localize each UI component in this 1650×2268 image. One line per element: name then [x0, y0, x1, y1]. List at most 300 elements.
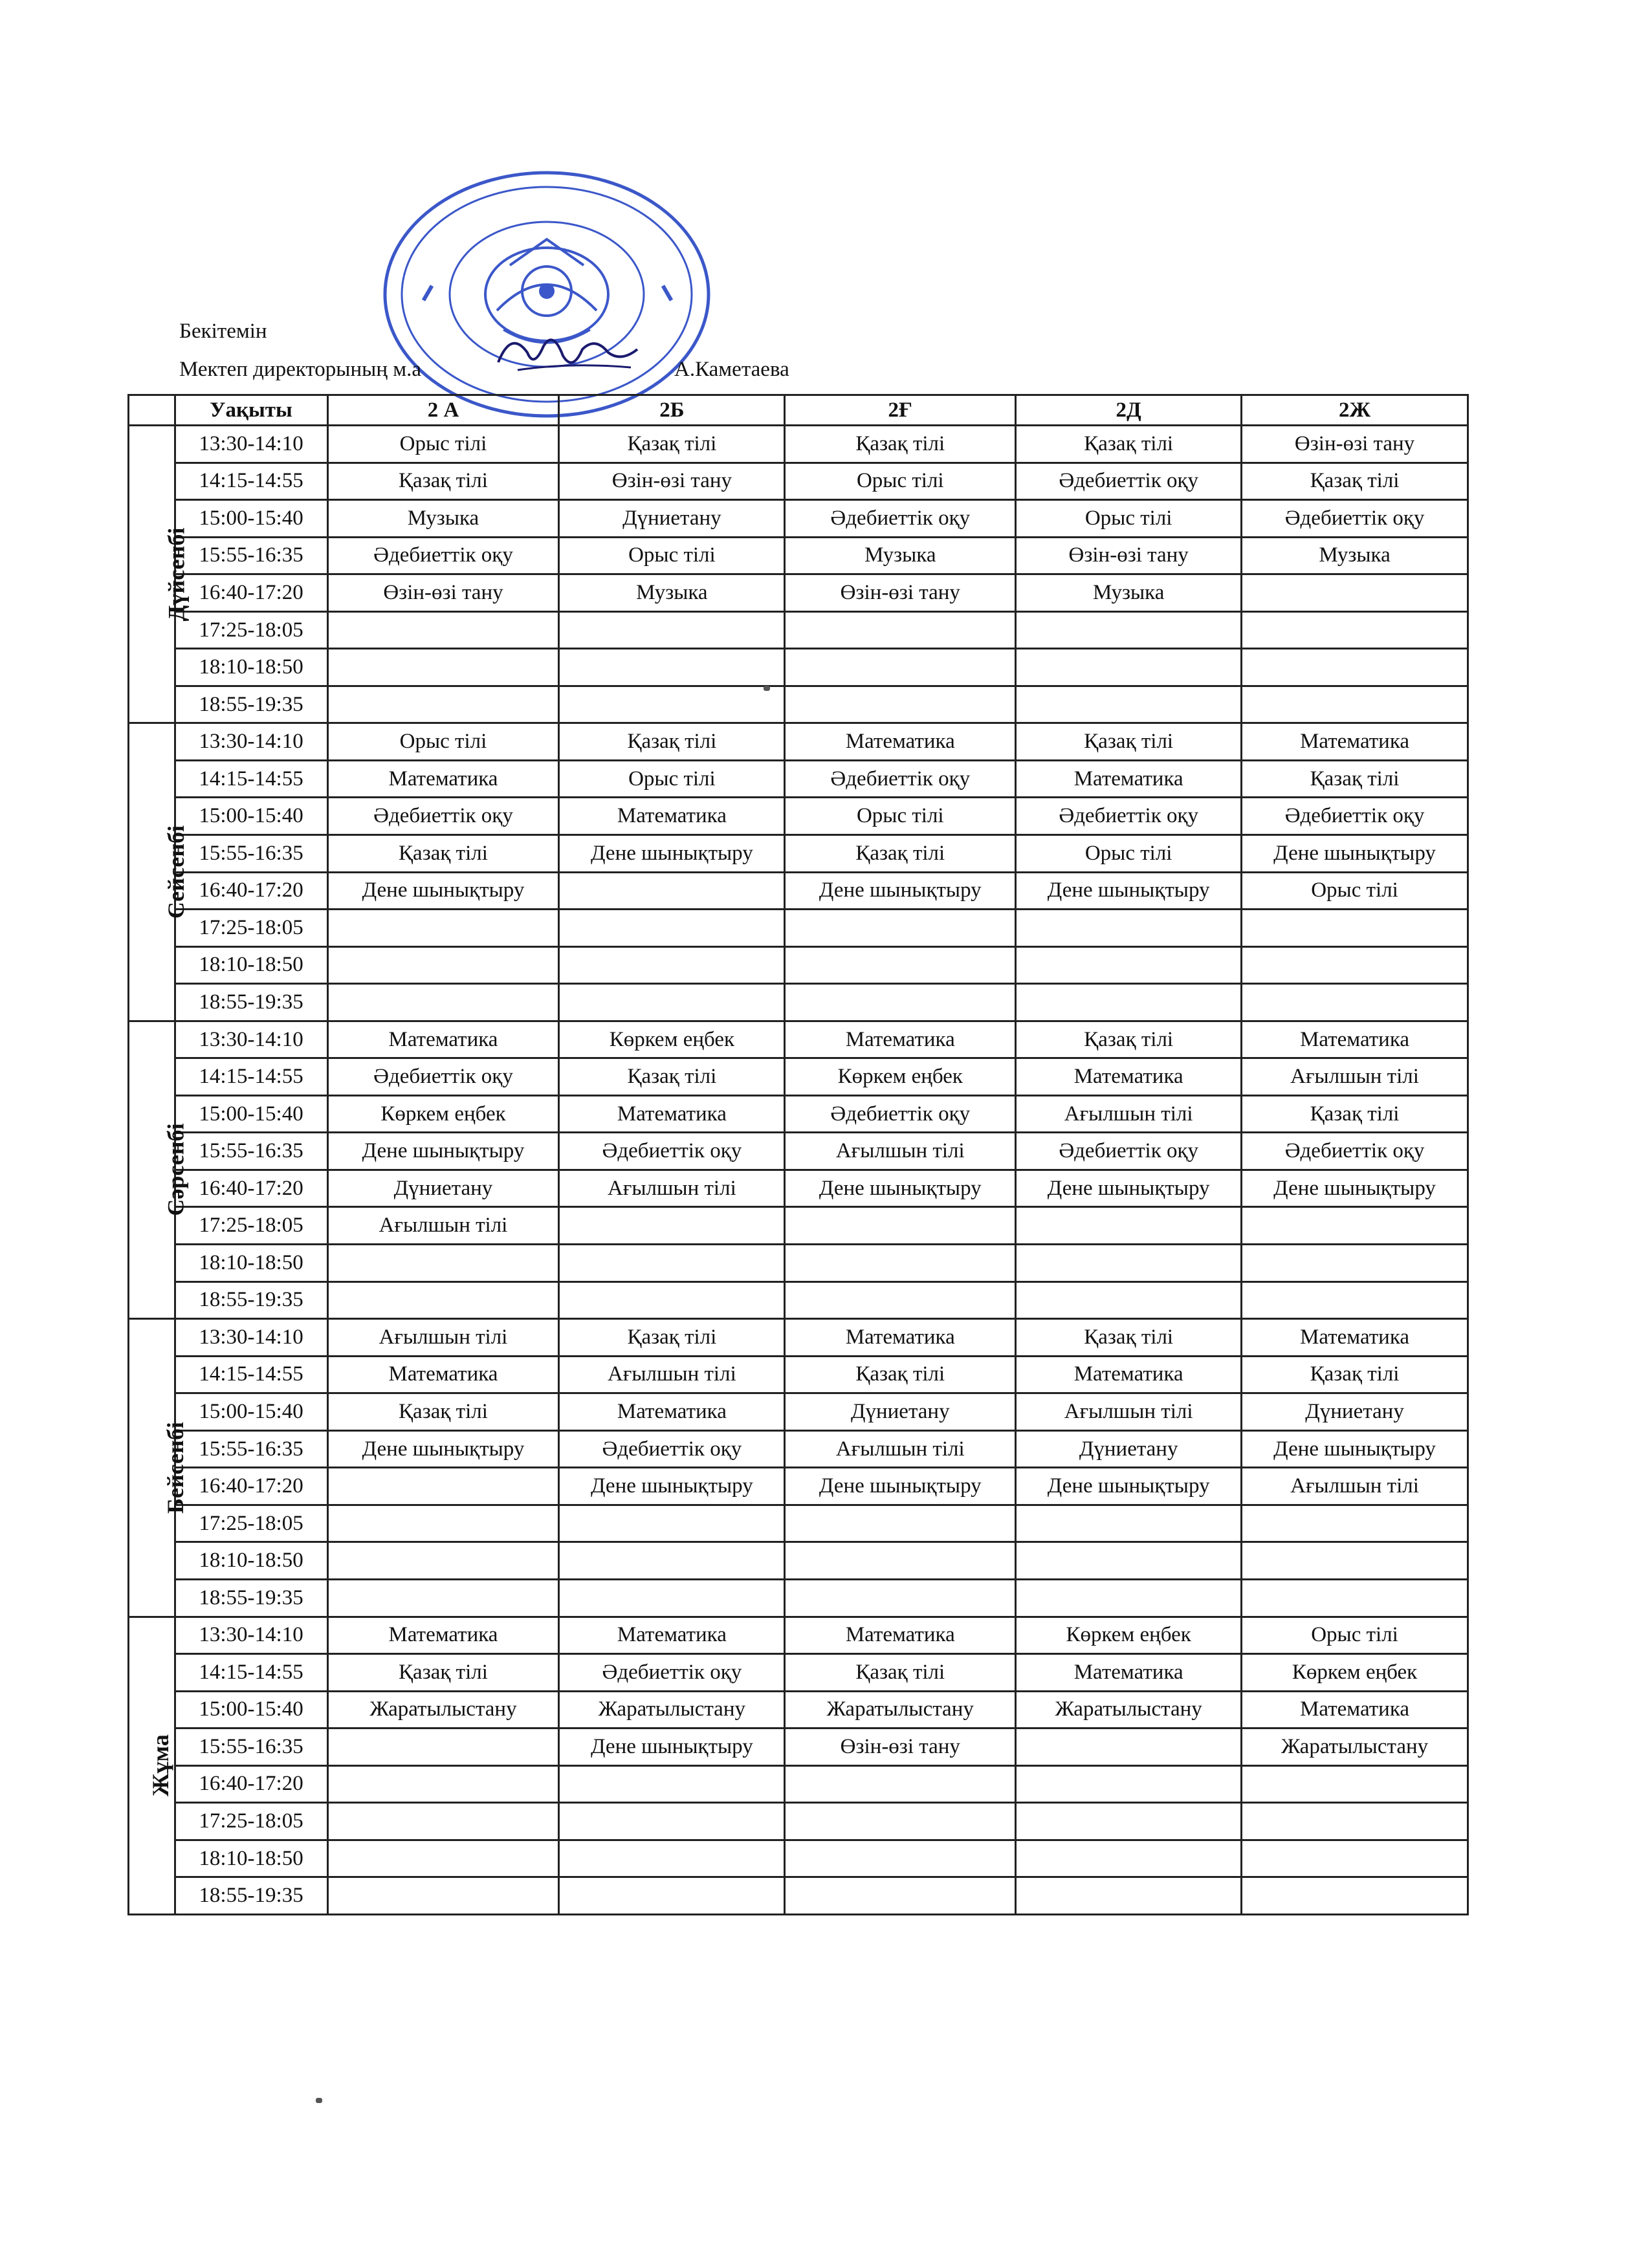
- subject-cell: Қазақ тілі: [785, 1654, 1016, 1692]
- subject-cell: [1016, 984, 1242, 1021]
- subject-cell: Жаратылыстану: [1016, 1691, 1242, 1728]
- subject-cell: [1242, 686, 1468, 723]
- signature: [492, 323, 641, 382]
- table-row: [129, 1281, 1468, 1319]
- subject-cell: Математика: [559, 1393, 785, 1431]
- subject-cell: Орыс тілі: [327, 723, 559, 761]
- subject-cell: [327, 1840, 559, 1877]
- subject-cell: Қазақ тілі: [1016, 1021, 1242, 1058]
- subject-cell: Қазақ тілі: [785, 835, 1016, 873]
- subject-cell: Орыс тілі: [1016, 835, 1242, 873]
- subject-cell: Қазақ тілі: [785, 1356, 1016, 1393]
- subject-cell: [1242, 1840, 1468, 1877]
- day-cell: [129, 1617, 175, 1914]
- table-row: [129, 1840, 1468, 1877]
- time-cell: 14:15-14:55: [175, 1654, 327, 1692]
- official-stamp: [380, 168, 714, 420]
- subject-cell: Қазақ тілі: [327, 1393, 559, 1431]
- subject-cell: [327, 1765, 559, 1803]
- subject-cell: Математика: [785, 1319, 1016, 1357]
- table-row: [129, 1095, 1468, 1133]
- subject-cell: [1242, 611, 1468, 649]
- day-cell: [129, 723, 190, 1021]
- subject-cell: Орыс тілі: [1242, 872, 1468, 910]
- subject-cell: Көркем еңбек: [1242, 1654, 1468, 1692]
- table-row: [129, 910, 1468, 947]
- subject-cell: [785, 686, 1016, 723]
- subject-cell: Ағылшын тілі: [785, 1133, 1016, 1170]
- subject-cell: Көркем еңбек: [1016, 1617, 1242, 1654]
- day-label: Сейсенбі: [163, 825, 190, 919]
- subject-cell: [1242, 1877, 1468, 1915]
- subject-cell: [1242, 1803, 1468, 1840]
- table-row: [129, 611, 1468, 649]
- time-cell: 13:30-14:10: [175, 1021, 327, 1058]
- day-cell: [129, 1319, 188, 1617]
- subject-cell: [1016, 1803, 1242, 1840]
- subject-cell: [1016, 1765, 1242, 1803]
- subject-cell: [327, 1468, 559, 1505]
- time-cell: 15:55-16:35: [175, 537, 327, 574]
- subject-cell: Дене шынықтыру: [1016, 1170, 1242, 1207]
- subject-cell: [327, 1877, 559, 1915]
- subject-cell: [559, 1579, 785, 1617]
- subject-cell: Өзін-өзі тану: [559, 463, 785, 500]
- subject-cell: [1016, 1840, 1242, 1877]
- time-cell: 13:30-14:10: [175, 1617, 327, 1654]
- subject-cell: Дене шынықтыру: [327, 1430, 559, 1468]
- subject-cell: [785, 1765, 1016, 1803]
- subject-cell: [1242, 1207, 1468, 1245]
- subject-cell: [785, 1877, 1016, 1915]
- subject-cell: Дене шынықтыру: [1016, 1468, 1242, 1505]
- subject-cell: Математика: [1242, 1021, 1468, 1058]
- subject-cell: [1016, 1728, 1242, 1766]
- time-cell: 13:30-14:10: [175, 723, 327, 761]
- table-row: [129, 760, 1468, 798]
- time-cell: 15:00-15:40: [175, 1095, 327, 1133]
- subject-cell: Дене шынықтыру: [559, 1468, 785, 1505]
- subject-cell: [559, 1765, 785, 1803]
- subject-cell: Дүниетану: [1242, 1393, 1468, 1431]
- subject-cell: [1242, 910, 1468, 947]
- subject-cell: [785, 1803, 1016, 1840]
- time-cell: 15:00-15:40: [175, 500, 327, 538]
- time-cell: 18:55-19:35: [175, 686, 327, 723]
- header-class: 2 А: [327, 395, 559, 426]
- subject-cell: Ағылшын тілі: [785, 1430, 1016, 1468]
- subject-cell: Әдебиеттік оқу: [327, 798, 559, 835]
- subject-cell: [1016, 1542, 1242, 1580]
- subject-cell: Музыка: [1016, 574, 1242, 612]
- table-row: [129, 1579, 1468, 1617]
- subject-cell: [327, 686, 559, 723]
- table-row: [129, 686, 1468, 723]
- subject-cell: [559, 1840, 785, 1877]
- subject-cell: [1016, 686, 1242, 723]
- subject-cell: Қазақ тілі: [559, 426, 785, 463]
- subject-cell: [327, 910, 559, 947]
- table-row: [129, 1765, 1468, 1803]
- subject-cell: Математика: [1016, 1654, 1242, 1692]
- subject-cell: Математика: [559, 798, 785, 835]
- subject-cell: Орыс тілі: [559, 537, 785, 574]
- time-cell: 15:55-16:35: [175, 1430, 327, 1468]
- subject-cell: Орыс тілі: [1016, 500, 1242, 538]
- subject-cell: [785, 611, 1016, 649]
- subject-cell: [785, 1281, 1016, 1319]
- table-row: [129, 1430, 1468, 1468]
- subject-cell: Ағылшын тілі: [559, 1356, 785, 1393]
- approval-title: Бекітемін: [179, 320, 267, 343]
- table-row: [129, 1691, 1468, 1728]
- subject-cell: [559, 1207, 785, 1245]
- table-row: [129, 426, 1468, 463]
- table-row: [129, 1356, 1468, 1393]
- subject-cell: Жаратылыстану: [327, 1691, 559, 1728]
- subject-cell: Қазақ тілі: [327, 463, 559, 500]
- approval-position-line: [179, 358, 789, 396]
- subject-cell: [785, 1579, 1016, 1617]
- subject-cell: Дене шынықтыру: [785, 1170, 1016, 1207]
- subject-cell: Қазақ тілі: [785, 426, 1016, 463]
- subject-cell: [1242, 1542, 1468, 1580]
- subject-cell: [1242, 946, 1468, 984]
- subject-cell: Дүниетану: [327, 1170, 559, 1207]
- time-cell: 16:40-17:20: [175, 1170, 327, 1207]
- subject-cell: Жаратылыстану: [785, 1691, 1016, 1728]
- time-cell: 18:10-18:50: [175, 1840, 327, 1877]
- time-cell: 15:00-15:40: [175, 1691, 327, 1728]
- subject-cell: [559, 611, 785, 649]
- table-row: [129, 500, 1468, 538]
- time-cell: 15:55-16:35: [175, 835, 327, 873]
- table-row: [129, 1617, 1468, 1654]
- subject-cell: [785, 1542, 1016, 1580]
- subject-cell: Дүниетану: [785, 1393, 1016, 1431]
- subject-cell: [559, 1803, 785, 1840]
- subject-cell: [559, 872, 785, 910]
- subject-cell: Әдебиеттік оқу: [785, 1095, 1016, 1133]
- subject-cell: Математика: [785, 723, 1016, 761]
- subject-cell: [327, 946, 559, 984]
- header-class: 2Д: [1016, 395, 1242, 426]
- subject-cell: [1016, 1505, 1242, 1542]
- approval-block: [179, 320, 789, 396]
- subject-cell: [1016, 649, 1242, 686]
- subject-cell: Ағылшын тілі: [1242, 1058, 1468, 1096]
- approval-signer-name: А.Каметаева: [674, 358, 789, 381]
- header-class: 2Б: [559, 395, 785, 426]
- subject-cell: Қазақ тілі: [559, 723, 785, 761]
- subject-cell: Жаратылыстану: [559, 1691, 785, 1728]
- subject-cell: Ағылшын тілі: [1016, 1393, 1242, 1431]
- time-cell: 18:55-19:35: [175, 1877, 327, 1915]
- subject-cell: Математика: [559, 1095, 785, 1133]
- table-row: [129, 798, 1468, 835]
- time-cell: 16:40-17:20: [175, 574, 327, 612]
- subject-cell: Көркем еңбек: [785, 1058, 1016, 1096]
- subject-cell: [785, 1245, 1016, 1282]
- subject-cell: Музыка: [327, 500, 559, 538]
- schedule-body: [129, 426, 1468, 1915]
- subject-cell: [1242, 1281, 1468, 1319]
- day-cell: [129, 1021, 189, 1318]
- subject-cell: Музыка: [559, 574, 785, 612]
- subject-cell: Музыка: [785, 537, 1016, 574]
- subject-cell: Математика: [327, 760, 559, 798]
- time-cell: 15:55-16:35: [175, 1728, 327, 1766]
- subject-cell: Қазақ тілі: [1016, 1319, 1242, 1357]
- subject-cell: Орыс тілі: [559, 760, 785, 798]
- subject-cell: Музыка: [1242, 537, 1468, 574]
- subject-cell: Математика: [559, 1617, 785, 1654]
- subject-cell: Әдебиеттік оқу: [1242, 500, 1468, 538]
- table-row: [129, 1207, 1468, 1245]
- time-cell: 16:40-17:20: [175, 1765, 327, 1803]
- subject-cell: Математика: [327, 1617, 559, 1654]
- subject-cell: Математика: [1016, 1356, 1242, 1393]
- table-row: [129, 649, 1468, 686]
- header-class: 2Ж: [1242, 395, 1468, 426]
- subject-cell: [327, 1245, 559, 1282]
- subject-cell: [559, 1505, 785, 1542]
- subject-cell: Дене шынықтыру: [327, 872, 559, 910]
- table-row: [129, 1393, 1468, 1431]
- subject-cell: Қазақ тілі: [1242, 1356, 1468, 1393]
- subject-cell: Математика: [785, 1021, 1016, 1058]
- time-cell: 14:15-14:55: [175, 760, 327, 798]
- subject-cell: [1016, 1207, 1242, 1245]
- time-cell: 17:25-18:05: [175, 1207, 327, 1245]
- subject-cell: Әдебиеттік оқу: [559, 1430, 785, 1468]
- subject-cell: [1016, 1579, 1242, 1617]
- subject-cell: Әдебиеттік оқу: [785, 500, 1016, 538]
- subject-cell: Дене шынықтыру: [1242, 835, 1468, 873]
- subject-cell: [1242, 1579, 1468, 1617]
- subject-cell: Өзін-өзі тану: [1016, 537, 1242, 574]
- subject-cell: [1016, 1245, 1242, 1282]
- schedule-table: [127, 394, 1469, 1915]
- time-cell: 18:10-18:50: [175, 1245, 327, 1282]
- subject-cell: Әдебиеттік оқу: [785, 760, 1016, 798]
- subject-cell: Әдебиеттік оқу: [1016, 1133, 1242, 1170]
- subject-cell: Математика: [327, 1021, 559, 1058]
- table-row: [129, 1468, 1468, 1505]
- time-cell: 17:25-18:05: [175, 611, 327, 649]
- subject-cell: [327, 1728, 559, 1766]
- subject-cell: Қазақ тілі: [559, 1058, 785, 1096]
- subject-cell: [1242, 1245, 1468, 1282]
- table-row: [129, 1654, 1468, 1692]
- subject-cell: Әдебиеттік оқу: [327, 537, 559, 574]
- time-cell: 17:25-18:05: [175, 1803, 327, 1840]
- subject-cell: [1016, 1877, 1242, 1915]
- table-row: [129, 1021, 1468, 1058]
- subject-cell: Әдебиеттік оқу: [1016, 798, 1242, 835]
- subject-cell: [785, 1505, 1016, 1542]
- subject-cell: [785, 946, 1016, 984]
- table-header-row: [129, 395, 1468, 426]
- subject-cell: Дүниетану: [1016, 1430, 1242, 1468]
- subject-cell: Көркем еңбек: [327, 1095, 559, 1133]
- subject-cell: Өзін-өзі тану: [1242, 426, 1468, 463]
- subject-cell: Дене шынықтыру: [327, 1133, 559, 1170]
- subject-cell: Математика: [1242, 1691, 1468, 1728]
- subject-cell: Әдебиеттік оқу: [559, 1133, 785, 1170]
- time-cell: 18:10-18:50: [175, 946, 327, 984]
- subject-cell: Қазақ тілі: [1242, 463, 1468, 500]
- subject-cell: [327, 1579, 559, 1617]
- subject-cell: [1016, 946, 1242, 984]
- subject-cell: Қазақ тілі: [1242, 760, 1468, 798]
- time-cell: 13:30-14:10: [175, 1319, 327, 1357]
- subject-cell: [327, 984, 559, 1021]
- time-cell: 13:30-14:10: [175, 426, 327, 463]
- subject-cell: [785, 649, 1016, 686]
- time-cell: 15:00-15:40: [175, 798, 327, 835]
- subject-cell: Дене шынықтыру: [1016, 872, 1242, 910]
- subject-cell: [1016, 611, 1242, 649]
- table-row: [129, 1803, 1468, 1840]
- table-row: [129, 463, 1468, 500]
- table-row: [129, 574, 1468, 612]
- subject-cell: Орыс тілі: [327, 426, 559, 463]
- subject-cell: Қазақ тілі: [1016, 723, 1242, 761]
- subject-cell: Әдебиеттік оқу: [327, 1058, 559, 1096]
- table-row: [129, 1245, 1468, 1282]
- subject-cell: Өзін-өзі тану: [327, 574, 559, 612]
- subject-cell: [559, 984, 785, 1021]
- subject-cell: Математика: [1016, 1058, 1242, 1096]
- time-cell: 18:10-18:50: [175, 1542, 327, 1580]
- subject-cell: Дене шынықтыру: [785, 872, 1016, 910]
- subject-cell: Әдебиеттік оқу: [1242, 798, 1468, 835]
- subject-cell: [785, 910, 1016, 947]
- time-cell: 15:55-16:35: [175, 1133, 327, 1170]
- subject-cell: Орыс тілі: [785, 463, 1016, 500]
- subject-cell: [327, 1542, 559, 1580]
- subject-cell: Математика: [785, 1617, 1016, 1654]
- subject-cell: Өзін-өзі тану: [785, 574, 1016, 612]
- scan-speck: [316, 2098, 322, 2103]
- subject-cell: Ағылшын тілі: [559, 1170, 785, 1207]
- subject-cell: [1242, 574, 1468, 612]
- subject-cell: [559, 1281, 785, 1319]
- subject-cell: [327, 611, 559, 649]
- table-row: [129, 984, 1468, 1021]
- day-label: Сәрсенбі: [162, 1123, 189, 1217]
- subject-cell: [785, 1840, 1016, 1877]
- table-row: [129, 835, 1468, 873]
- table-row: [129, 1133, 1468, 1170]
- subject-cell: Қазақ тілі: [1016, 426, 1242, 463]
- header-class: 2Ғ: [785, 395, 1016, 426]
- table-row: [129, 1542, 1468, 1580]
- subject-cell: [559, 946, 785, 984]
- subject-cell: Дене шынықтыру: [1242, 1170, 1468, 1207]
- table-row: [129, 946, 1468, 984]
- header-corner: [129, 395, 175, 426]
- subject-cell: Әдебиеттік оқу: [559, 1654, 785, 1692]
- subject-cell: Ағылшын тілі: [1242, 1468, 1468, 1505]
- subject-cell: Математика: [1016, 760, 1242, 798]
- subject-cell: Дүниетану: [559, 500, 785, 538]
- time-cell: 18:55-19:35: [175, 984, 327, 1021]
- subject-cell: Қазақ тілі: [327, 835, 559, 873]
- subject-cell: Математика: [327, 1356, 559, 1393]
- subject-cell: Көркем еңбек: [559, 1021, 785, 1058]
- subject-cell: Орыс тілі: [785, 798, 1016, 835]
- scan-speck: [764, 686, 770, 691]
- subject-cell: Дене шынықтыру: [559, 1728, 785, 1766]
- table-row: [129, 1170, 1468, 1207]
- subject-cell: Дене шынықтыру: [785, 1468, 1016, 1505]
- day-label: Бейсенбі: [162, 1421, 188, 1514]
- table-row: [129, 537, 1468, 574]
- subject-cell: Дене шынықтыру: [1242, 1430, 1468, 1468]
- subject-cell: [327, 1505, 559, 1542]
- subject-cell: [785, 984, 1016, 1021]
- table-row: [129, 1319, 1468, 1357]
- subject-cell: Ағылшын тілі: [1016, 1095, 1242, 1133]
- subject-cell: [1242, 1505, 1468, 1542]
- time-cell: 16:40-17:20: [175, 872, 327, 910]
- subject-cell: [1242, 1765, 1468, 1803]
- subject-cell: [327, 649, 559, 686]
- approval-position: Мектеп директорының м.а: [179, 358, 422, 381]
- subject-cell: Ағылшын тілі: [327, 1319, 559, 1357]
- time-cell: 14:15-14:55: [175, 1356, 327, 1393]
- table-row: [129, 723, 1468, 761]
- table-row: [129, 1058, 1468, 1096]
- table-row: [129, 1728, 1468, 1766]
- subject-cell: Қазақ тілі: [327, 1654, 559, 1692]
- subject-cell: Дене шынықтыру: [559, 835, 785, 873]
- time-cell: 17:25-18:05: [175, 1505, 327, 1542]
- subject-cell: [1242, 984, 1468, 1021]
- subject-cell: [559, 1245, 785, 1282]
- subject-cell: Орыс тілі: [1242, 1617, 1468, 1654]
- subject-cell: Өзін-өзі тану: [785, 1728, 1016, 1766]
- day-label: Дүйсенбі: [163, 527, 190, 622]
- time-cell: 15:00-15:40: [175, 1393, 327, 1431]
- subject-cell: [559, 649, 785, 686]
- time-cell: 18:55-19:35: [175, 1579, 327, 1617]
- time-cell: 14:15-14:55: [175, 1058, 327, 1096]
- subject-cell: Әдебиеттік оқу: [1242, 1133, 1468, 1170]
- subject-cell: [559, 910, 785, 947]
- subject-cell: [559, 1877, 785, 1915]
- subject-cell: Қазақ тілі: [559, 1319, 785, 1357]
- time-cell: 18:55-19:35: [175, 1281, 327, 1319]
- subject-cell: [327, 1803, 559, 1840]
- subject-cell: [785, 1207, 1016, 1245]
- time-cell: 17:25-18:05: [175, 910, 327, 947]
- subject-cell: [559, 1542, 785, 1580]
- time-cell: 18:10-18:50: [175, 649, 327, 686]
- subject-cell: Математика: [1242, 1319, 1468, 1357]
- header-time: Уақыты: [175, 395, 327, 426]
- subject-cell: [559, 686, 785, 723]
- subject-cell: [327, 1281, 559, 1319]
- subject-cell: Жаратылыстану: [1242, 1728, 1468, 1766]
- time-cell: 16:40-17:20: [175, 1468, 327, 1505]
- subject-cell: Ағылшын тілі: [327, 1207, 559, 1245]
- subject-cell: Қазақ тілі: [1242, 1095, 1468, 1133]
- table-row: [129, 1505, 1468, 1542]
- subject-cell: Математика: [1242, 723, 1468, 761]
